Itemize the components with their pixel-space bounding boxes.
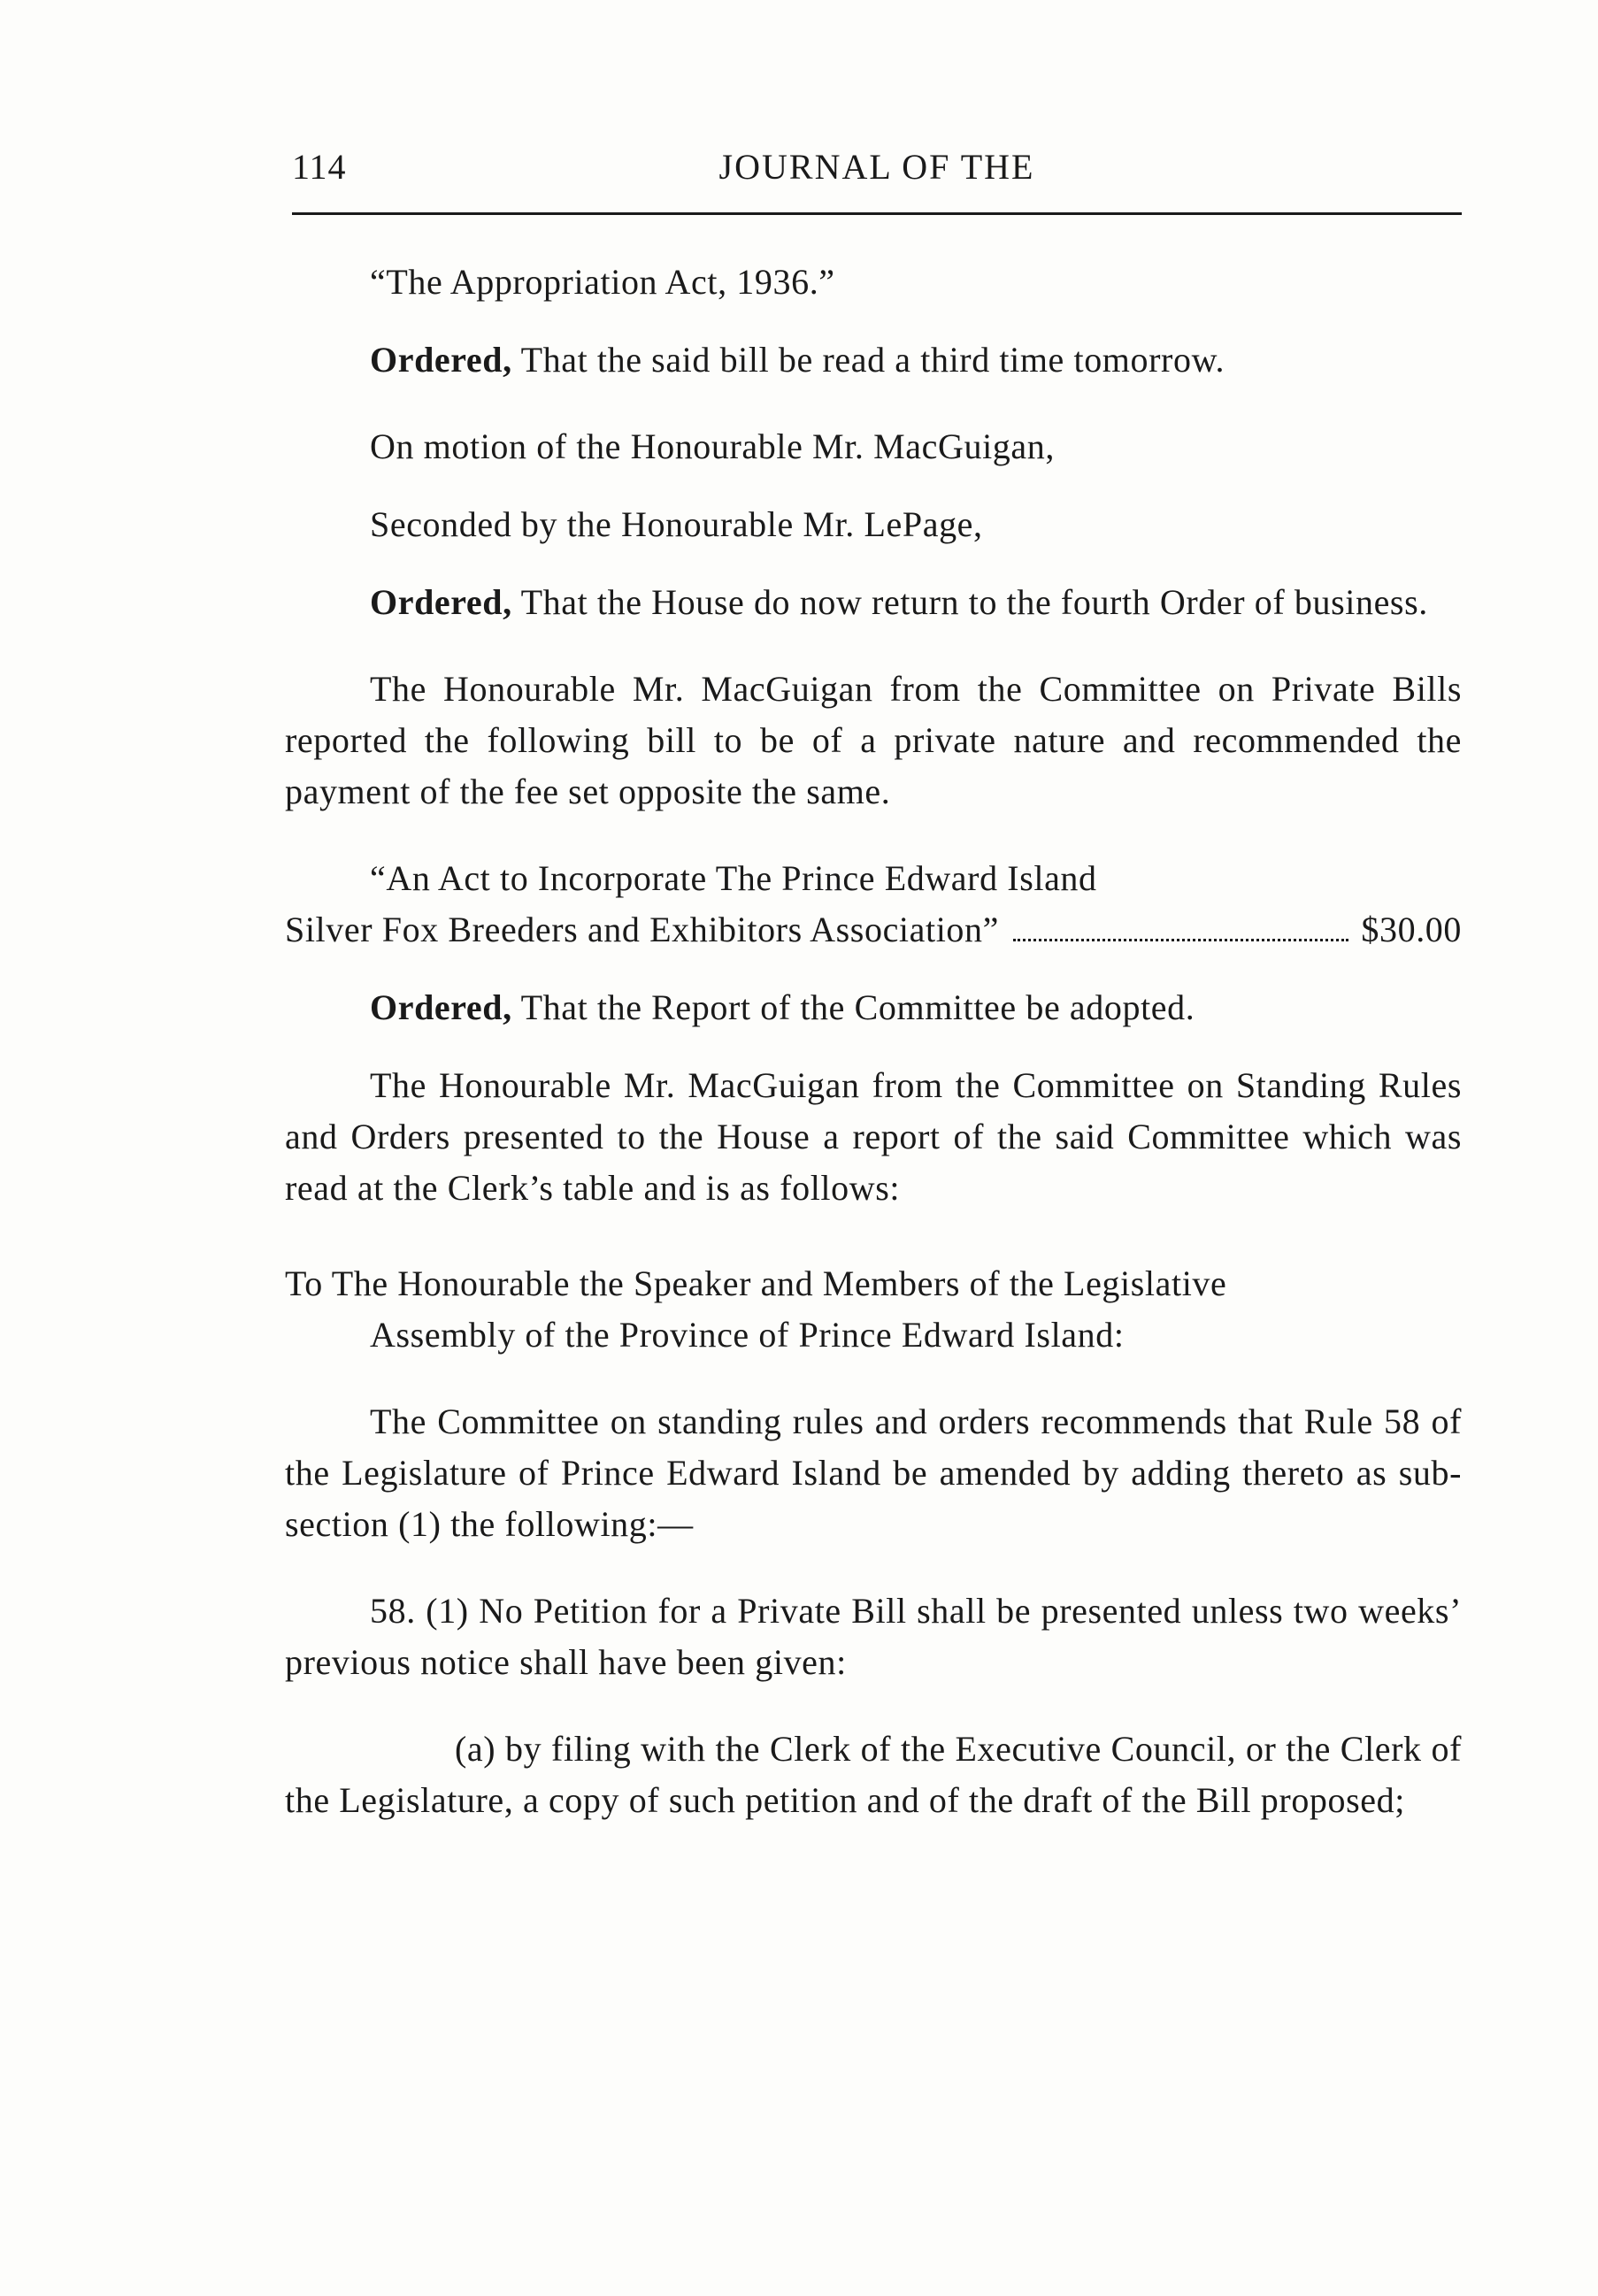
bill-fee-row (285, 904, 1462, 956)
dot-leader (1013, 939, 1348, 941)
rule-58-clause-a: (a) by filing with the Clerk of the Executive Council, or the Clerk of the Legislature, a copy of such petition and of the draft of the Bill proposed; (285, 1729, 1462, 1820)
address-block (285, 1258, 1462, 1361)
page-header (292, 146, 1462, 199)
motion-paragraph: On motion of the Honourable Mr. MacGuigan, (370, 426, 1055, 466)
seconded-paragraph: Seconded by the Honourable Mr. LePage, (370, 504, 983, 544)
bill-fee-amount: $30.00 (1361, 910, 1462, 949)
header-rule (292, 212, 1462, 215)
bill-title-line-1: “An Act to Incorporate The Prince Edward Island (370, 858, 1097, 898)
journal-body (285, 257, 1462, 1826)
ordered-text: That the said bill be read a third time tomorrow. (511, 340, 1225, 380)
bill-title-line-2: Silver Fox Breeders and Exhibitors Association” (285, 910, 999, 949)
ordered-text: That the House do now return to the fourth Order of business. (511, 582, 1428, 622)
committee-recommendation: The Committee on standing rules and orders recommends that Rule 58 of the Legislature of Prince Edward Island be amended by adding thereto as sub-section (1) the following:— (285, 1401, 1462, 1544)
address-line-1: To The Honourable the Speaker and Members of the Legislative (285, 1263, 1227, 1303)
ordered-label: Ordered, (370, 340, 512, 380)
ordered-third-reading (285, 334, 1462, 386)
standing-rules-report: The Honourable Mr. MacGuigan from the Committee on Standing Rules and Orders presented to the House a report of the said Committee which was read at the Clerk’s table and is as follows: (285, 1065, 1462, 1208)
ordered-return-order (285, 577, 1462, 628)
ordered-text: That the Report of the Committee be adopted. (511, 987, 1195, 1027)
ordered-label: Ordered, (370, 582, 512, 622)
act-title-paragraph: “The Appropriation Act, 1936.” (370, 262, 835, 302)
ordered-label: Ordered, (370, 987, 512, 1027)
bill-fee-entry (285, 853, 1462, 956)
address-line-2: Assembly of the Province of Prince Edward Island: (370, 1315, 1125, 1355)
rule-58-subsection-1: 58. (1) No Petition for a Private Bill shall be presented unless two weeks’ previous notice shall have been given: (285, 1591, 1462, 1682)
page-number: 114 (292, 147, 347, 187)
ordered-report-adopted (285, 982, 1462, 1033)
running-head: JOURNAL OF THE (718, 147, 1035, 187)
private-bills-report: The Honourable Mr. MacGuigan from the Committee on Private Bills reported the following bill to be of a private nature and recommended the payment of the fee set opposite the same. (285, 669, 1462, 811)
